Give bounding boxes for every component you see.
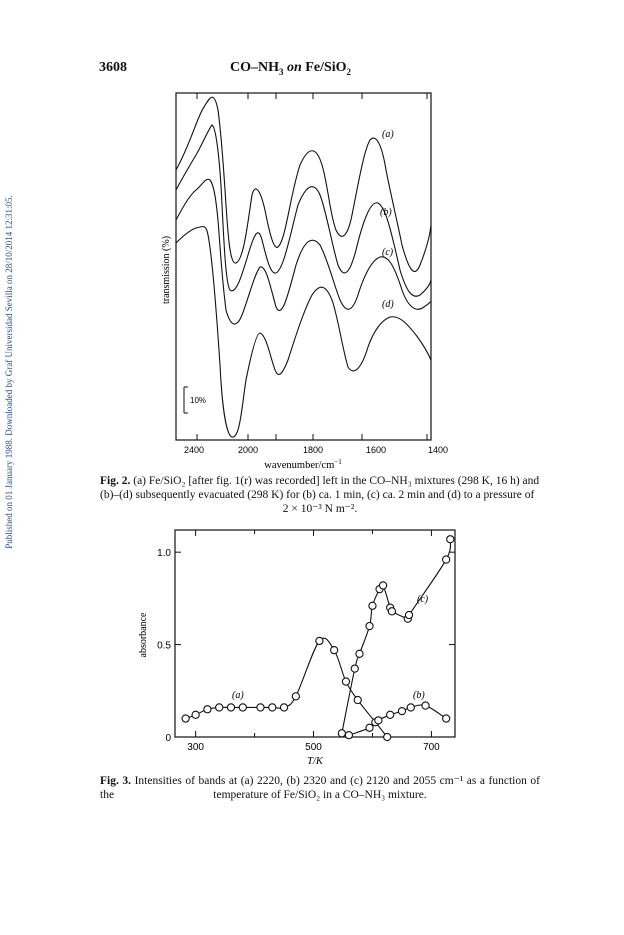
data-point-a-4 <box>227 704 234 711</box>
data-point-c-6 <box>379 582 386 589</box>
data-point-b-5 <box>407 704 414 711</box>
series-label-a: (a) <box>232 690 244 701</box>
y-tick-label-0.5: 0.5 <box>157 640 171 652</box>
data-point-a-11 <box>331 647 338 654</box>
data-point-b-2 <box>375 717 382 724</box>
series-label-b: (b) <box>413 690 425 701</box>
series-label-c: (c) <box>417 594 429 605</box>
data-point-c-0 <box>338 730 345 737</box>
curve-label-d: (d) <box>382 299 394 310</box>
data-point-c-11 <box>443 556 450 563</box>
running-title: $CO-NH_3$ on Fe/SiO$_2$ <box>230 60 352 77</box>
spectrum-curve-a <box>176 97 431 271</box>
data-point-b-7 <box>443 715 450 722</box>
data-point-a-8 <box>280 704 287 711</box>
data-point-a-7 <box>269 704 276 711</box>
data-point-b-0 <box>345 732 352 739</box>
spectrum-curve-b <box>176 125 431 296</box>
data-point-c-1 <box>351 665 358 672</box>
figure-3-caption-line-2: temperature of Fe/SiO₂ in a CO–NH₃ mixture. <box>213 789 427 801</box>
data-point-a-0 <box>182 715 189 722</box>
figure-3-points <box>182 536 454 741</box>
curve-label-b: (b) <box>380 207 392 218</box>
figure-2-x-tick-2000: 2000 <box>237 445 259 455</box>
figure-2-x-tick-2400: 2400 <box>183 445 205 455</box>
data-point-c-3 <box>366 623 373 630</box>
scale-bar-label: 10% <box>190 396 207 405</box>
scale-bar <box>184 387 206 413</box>
data-point-b-6 <box>422 702 429 709</box>
data-point-a-6 <box>257 704 264 711</box>
data-point-b-3 <box>387 711 394 718</box>
data-point-c-10 <box>405 611 412 618</box>
figure-2-y-label: transmission (%) <box>161 235 172 305</box>
series-line-c <box>342 539 451 733</box>
series-line-b <box>349 705 446 735</box>
y-tick-label-0: 0 <box>165 733 171 744</box>
data-point-b-4 <box>398 708 405 715</box>
figure-2-x-tick-1600: 1600 <box>365 445 387 455</box>
data-point-a-13 <box>354 696 361 703</box>
figure-3-axes <box>157 530 455 753</box>
data-point-a-5 <box>239 704 246 711</box>
data-point-a-2 <box>204 706 211 713</box>
figure-2-x-tick-1800: 1800 <box>302 445 324 455</box>
data-point-a-10 <box>316 637 323 644</box>
data-point-c-2 <box>356 650 363 657</box>
data-point-a-15 <box>384 733 391 740</box>
figure-3-y-label: absorbance <box>138 612 149 658</box>
figure-2-x-label: wavenumber/$cm^{-1}$ <box>264 458 342 471</box>
figure-3-x-label: T/K <box>307 756 323 767</box>
data-point-a-9 <box>292 693 299 700</box>
data-point-c-12 <box>447 536 454 543</box>
data-point-a-1 <box>192 711 199 718</box>
figure-3-chart <box>120 520 480 770</box>
figure-3-caption: Fig. 3. Intensities of bands at (a) 2220, (b) 2320 and (c) 2120 and 2055 cm⁻¹ as a function of the <box>100 775 540 801</box>
data-point-b-1 <box>366 724 373 731</box>
figure-2-top-ticks <box>197 93 427 99</box>
figure-2-caption-line-2: (b)–(d) subsequently evacuated (298 K) for (b) ca. 1 min, (c) ca. 2 min and (d) to a pressure of <box>100 489 535 501</box>
data-point-a-3 <box>216 704 223 711</box>
x-tick-label-500: 500 <box>305 742 322 753</box>
figure-2-spectra <box>150 85 470 480</box>
x-tick-label-300: 300 <box>187 742 204 753</box>
page-number: 3608 <box>99 60 127 75</box>
figure-2-caption: Fig. 2. (a) Fe/SiO₂ [after fig. 1(r) was recorded] left in the CO–NH₃ mixtures (298 K, 16 h) and <box>100 475 540 487</box>
spectrum-curve-d <box>176 227 431 438</box>
x-tick-label-700: 700 <box>423 742 440 753</box>
figure-2-caption-line-3: 2 × 10⁻³ N m⁻². <box>282 503 358 515</box>
download-provenance-note: Published on 01 January 1988. Downloaded by Graf Universidad Sevilla on 28/10/2014 12:31:05. <box>4 195 14 549</box>
data-point-c-8 <box>388 608 395 615</box>
curve-label-a: (a) <box>382 129 394 140</box>
curve-label-c: (c) <box>382 247 394 258</box>
figure-2-x-tick-1400: 1400 <box>427 445 449 455</box>
data-point-c-4 <box>369 602 376 609</box>
y-tick-label-1.0: 1.0 <box>157 548 171 560</box>
data-point-a-12 <box>342 678 349 685</box>
